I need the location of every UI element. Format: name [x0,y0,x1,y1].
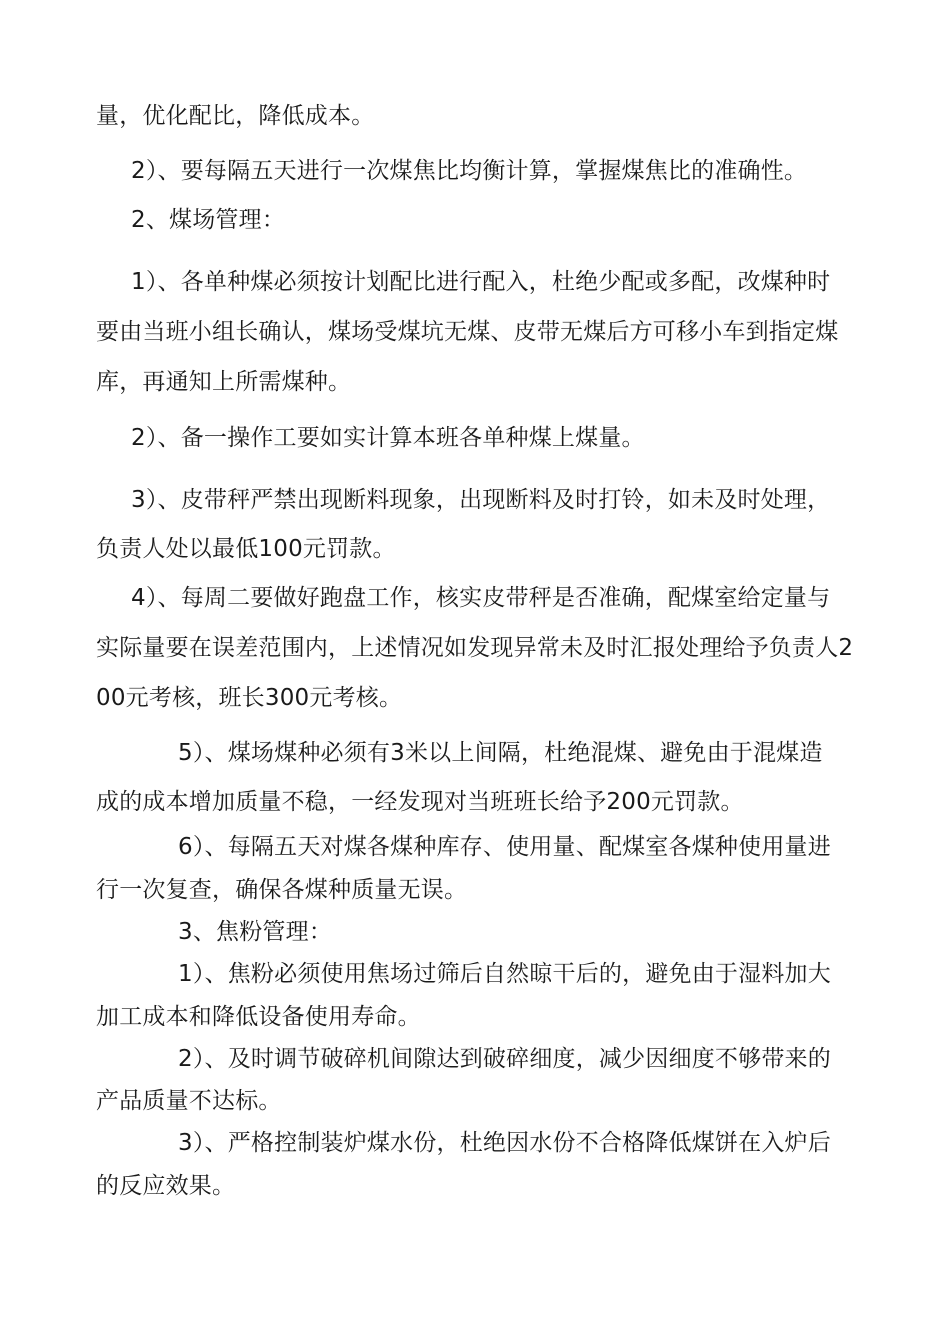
text-line: 1）、各单种煤必须按计划配比进行配入，杜绝少配或多配，改煤种时 [131,269,831,295]
text-line: 加工成本和降低设备使用寿命。 [96,1004,421,1030]
text-line: 成的成本增加质量不稳，一经发现对当班班长给予200元罚款。 [96,789,744,815]
text-line: 量，优化配比，降低成本。 [96,103,375,129]
text-line: 实际量要在误差范围内，上述情况如发现异常未及时汇报处理给予负责人2 [96,635,854,661]
text-line: 的反应效果。 [96,1173,236,1199]
text-line: 3）、皮带秤严禁出现断料现象，出现断料及时打铃，如未及时处理， [131,487,831,513]
section-heading: 2、煤场管理： [131,207,286,233]
text-line: 库，再通知上所需煤种。 [96,369,352,395]
text-line: 2）、备一操作工要如实计算本班各单种煤上煤量。 [131,425,645,451]
text-line: 行一次复查，确保各煤种质量无误。 [96,877,468,903]
section-heading: 3、焦粉管理： [178,919,333,945]
text-line: 6）、每隔五天对煤各煤种库存、使用量、配煤室各煤种使用量进 [178,834,831,860]
text-line: 1）、焦粉必须使用焦场过筛后自然晾干后的，避免由于湿料加大 [178,961,831,987]
text-line: 要由当班小组长确认，煤场受煤坑无煤、皮带无煤后方可移小车到指定煤 [96,319,839,345]
text-line: 4）、每周二要做好跑盘工作，核实皮带秤是否准确，配煤室给定量与 [131,585,831,611]
text-line: 3）、严格控制装炉煤水份，杜绝因水份不合格降低煤饼在入炉后 [178,1130,831,1156]
text-line: 5）、煤场煤种必须有3米以上间隔，杜绝混煤、避免由于混煤造 [178,740,823,766]
text-line: 00元考核，班长300元考核。 [96,685,403,711]
text-line: 2）、及时调节破碎机间隙达到破碎细度，减少因细度不够带来的 [178,1046,831,1072]
text-line: 2）、要每隔五天进行一次煤焦比均衡计算，掌握煤焦比的准确性。 [131,158,808,184]
text-line: 产品质量不达标。 [96,1088,282,1114]
text-line: 负责人处以最低100元罚款。 [96,536,396,562]
